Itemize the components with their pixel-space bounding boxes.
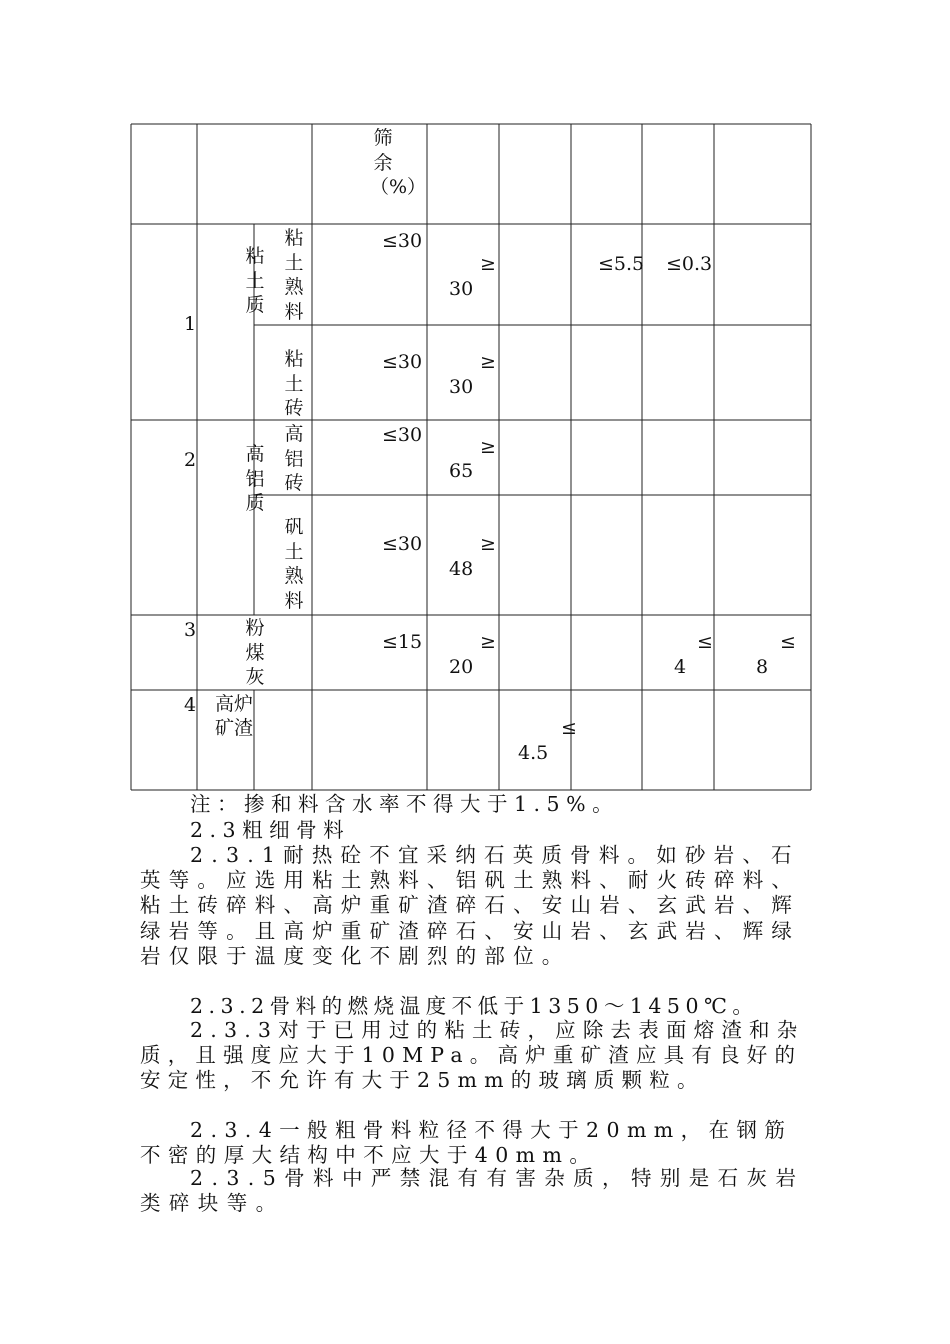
cell-value: ≤5.5 [598, 253, 645, 275]
material-label: 高铝砖 [284, 423, 304, 494]
material-label: 粘土熟料 [284, 227, 304, 323]
ge-sign: ≥ [480, 533, 496, 555]
ge-sign: ≥ [480, 631, 496, 653]
row-index: 1 [184, 313, 197, 335]
paragraph: 2.3.1耐热砼不宜采纳石英质骨料。如砂岩、石英等。应选用粘土熟料、铝矾土熟料、耐火砖碎料、粘土砖碎料、高炉重矿渣碎石、安山岩、玄武岩、辉绿岩等。且高炉重矿渣碎石、安山岩、玄武岩、辉绿岩仅限于温度变化不剧烈的部位。 [140, 843, 801, 968]
row-index: 3 [184, 619, 197, 641]
material-label: 矾土熟料 [284, 516, 304, 612]
note-line: 注：掺和料含水率不得大于1.5%。 [190, 792, 620, 816]
material-label: 粘土砖 [284, 348, 304, 419]
cell-value: 20 [449, 656, 474, 678]
paragraph: 2.3.4一般粗骨料粒径不得大于20mm，在钢筋不密的厚大结构中不应大于40mm。 [140, 1118, 793, 1168]
cell-value: 48 [449, 558, 474, 580]
cell-value: 8 [756, 656, 769, 678]
category-label: 粉煤灰 [245, 617, 265, 688]
cell-value: 4.5 [518, 742, 549, 764]
category-label: 粘土质 [245, 245, 265, 316]
sieve-value: ≤15 [382, 631, 423, 653]
le-sign: ≤ [697, 631, 713, 653]
paragraph: 2.3.2骨料的燃烧温度不低于1350～1450℃。 [190, 994, 759, 1018]
category-label: 高炉矿渣 [214, 693, 253, 739]
le-sign: ≤ [780, 631, 796, 653]
sieve-value: ≤30 [382, 424, 423, 446]
sieve-value: ≤30 [382, 533, 423, 555]
cell-value: 30 [449, 376, 474, 398]
cell-value: 4 [674, 656, 687, 678]
le-sign: ≤ [561, 717, 577, 739]
row-index: 2 [184, 449, 197, 471]
paragraph: 2.3.5骨料中严禁混有有害杂质，特别是石灰岩类碎块等。 [140, 1166, 805, 1216]
header-sieve-residue: 筛余（%） [370, 127, 427, 198]
cell-value: 30 [449, 278, 474, 300]
ge-sign: ≥ [480, 351, 496, 373]
category-label: 高铝质 [245, 443, 265, 514]
paragraph: 2.3.3对于已用过的粘土砖，应除去表面熔渣和杂质，且强度应大于10MPa。高炉重矿渣应具有良好的安定性，不允许有大于25mm的玻璃质颗粒。 [140, 1018, 805, 1093]
section-heading: 2.3粗细骨料 [190, 818, 351, 842]
cell-value: ≤0.3 [666, 253, 713, 275]
row-index: 4 [184, 694, 197, 716]
sieve-value: ≤30 [382, 230, 423, 252]
ge-sign: ≥ [480, 253, 496, 275]
ge-sign: ≥ [480, 436, 496, 458]
sieve-value: ≤30 [382, 351, 423, 373]
cell-value: 65 [449, 460, 474, 482]
